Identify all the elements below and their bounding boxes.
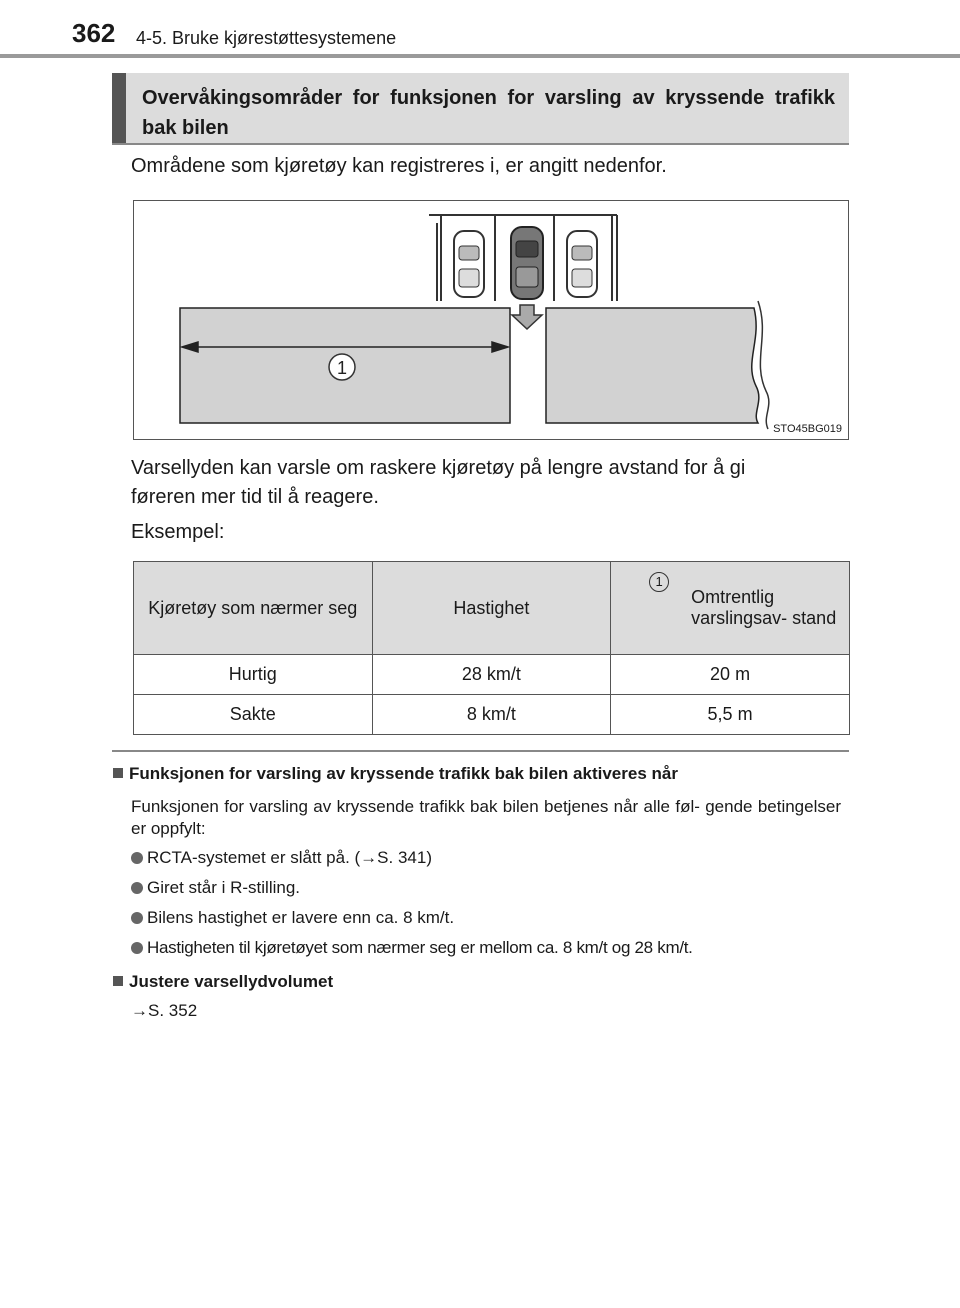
table-cell: 20 m <box>611 655 850 695</box>
section-rule <box>112 143 849 145</box>
volume-ref-link[interactable]: →S. 352 <box>131 1001 198 1020</box>
example-table <box>133 561 850 735</box>
detection-area-figure <box>133 200 849 440</box>
table-row <box>134 695 850 735</box>
table-header-vehicle: Kjøretøy som nærmer seg <box>134 562 373 655</box>
figure-callout: 1 <box>336 358 348 378</box>
activation-heading <box>113 764 678 784</box>
example-label: Eksempel: <box>131 521 225 543</box>
table-cell: 5,5 m <box>611 695 850 735</box>
parked-car-right-icon <box>567 231 597 297</box>
square-bullet-icon <box>113 976 123 986</box>
section-divider <box>112 750 849 752</box>
table-cell: 8 km/t <box>372 695 611 735</box>
section-title: Overvåkingsområder for funksjonen for varsling av kryssende trafikk bak bilen <box>142 87 835 139</box>
chapter-title: 4-5. Bruke kjørestøttesystemene <box>136 28 397 48</box>
table-cell: Hurtig <box>134 655 373 695</box>
volume-heading-text: Justere varsellydvolumet <box>129 972 334 991</box>
detection-zone-right <box>546 308 759 423</box>
table-header-speed: Hastighet <box>372 562 611 655</box>
page-header <box>72 14 932 54</box>
figure-code: STO45BG019 <box>773 423 842 435</box>
intro-text: Områdene som kjøretøy kan registreres i, er angitt nedenfor. <box>131 155 667 177</box>
table-row <box>134 655 850 695</box>
square-bullet-icon <box>113 768 123 778</box>
table-header-row <box>134 562 850 655</box>
parked-car-left-icon <box>454 231 484 297</box>
table-cell: Sakte <box>134 695 373 735</box>
list-item: Giret står i R-stilling. <box>131 878 300 898</box>
list-item: Bilens hastighet er lavere enn ca. 8 km/t. <box>131 908 454 928</box>
bullet-dot-icon <box>131 882 143 894</box>
parking-diagram <box>134 201 850 441</box>
list-item: Hastigheten til kjøretøyet som nærmer seg er mellom ca. 8 km/t og 28 km/t. <box>131 938 693 958</box>
reversing-car-icon <box>511 227 543 299</box>
table-callout: 1 <box>649 572 669 592</box>
bullet-dot-icon <box>131 942 143 954</box>
activation-heading-text: Funksjonen for varsling av kryssende trafikk bak bilen aktiveres når <box>129 764 678 783</box>
para2-line1: Varsellyden kan varsle om raskere kjøretøy på lengre avstand for å gi <box>131 457 746 479</box>
header-rule <box>0 54 960 58</box>
table-header-distance-label: Omtrentlig varslingsav- stand <box>691 587 837 628</box>
section-heading-box <box>112 73 849 143</box>
bullet-dot-icon <box>131 852 143 864</box>
reverse-arrow-icon <box>512 305 542 329</box>
bullet-dot-icon <box>131 912 143 924</box>
table-header-distance <box>611 562 850 655</box>
activation-body: Funksjonen for varsling av kryssende trafikk bak bilen betjenes når alle føl- gende betingelser er oppfylt: <box>131 797 841 838</box>
table-cell: 28 km/t <box>372 655 611 695</box>
volume-heading <box>113 972 333 992</box>
list-item: RCTA-systemet er slått på. (→S. 341) <box>131 848 432 868</box>
page-number: 362 <box>72 18 116 48</box>
para2-line2: føreren mer tid til å reagere. <box>131 486 379 508</box>
